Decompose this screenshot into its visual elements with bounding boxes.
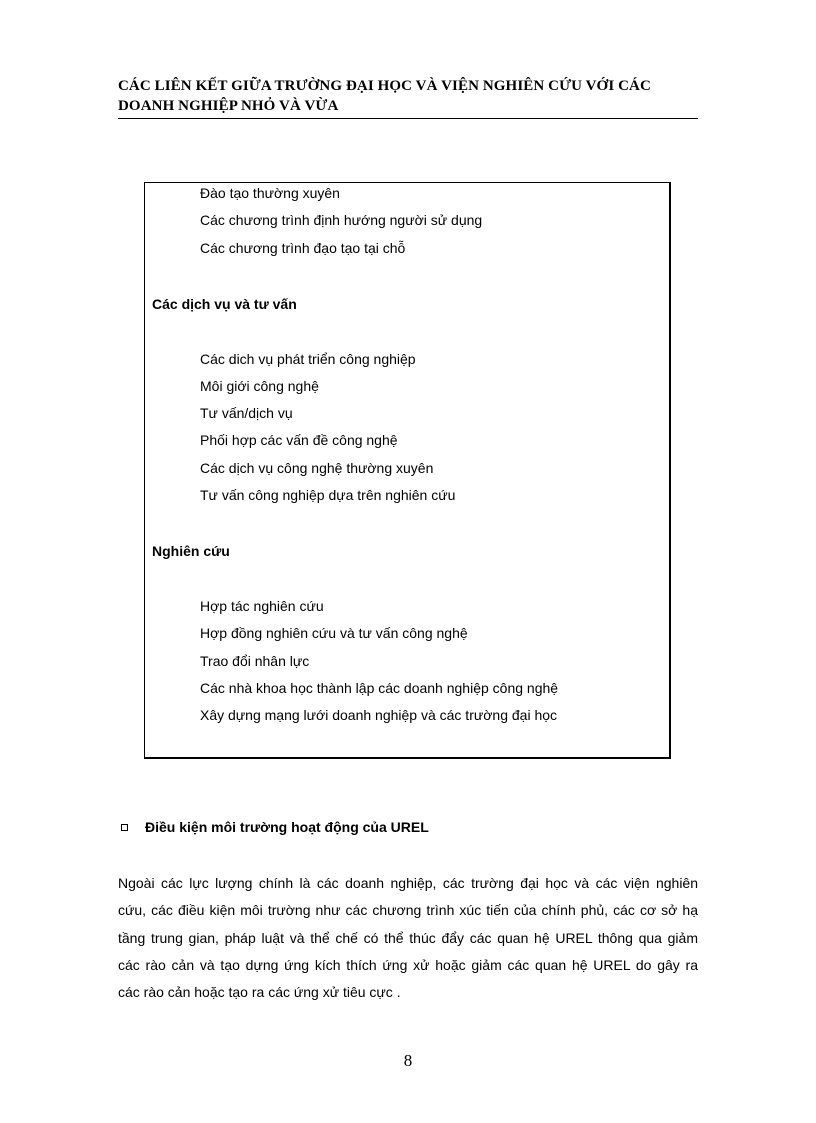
running-header xyxy=(118,76,698,119)
training-item: Các chương trình đạo tạo tại chỗ xyxy=(200,240,406,256)
paragraph-line: tầng trung gian, pháp luật và thể chế có thể thúc đẩy các quan hệ UREL thông qua giảm xyxy=(118,930,698,946)
research-item: Các nhà khoa học thành lập các doanh nghiệp công nghệ xyxy=(200,680,559,696)
page-number: 8 xyxy=(403,1051,413,1070)
services-item: Các dịch vụ công nghệ thường xuyên xyxy=(200,460,434,476)
paragraph-line: Ngoài các lực lượng chính là các doanh nghiệp, các trường đại học và các viện nghiên xyxy=(118,875,698,891)
services-item: Tư vấn công nghiệp dựa trên nghiên cứu xyxy=(200,487,456,503)
research-item: Hợp đồng nghiên cứu và tư vấn công nghệ xyxy=(200,625,468,641)
paragraph-line: các rào cản và tạo dựng ứng kích thích ứng xử hoặc giảm các quan hệ UREL do gây ra xyxy=(118,957,698,973)
paragraph-line: các rào cản hoặc tạo ra các ứng xử tiêu cực . xyxy=(118,984,401,1000)
research-item: Trao đổi nhân lực xyxy=(200,653,310,669)
services-item: Tư vấn/dịch vụ xyxy=(200,405,293,421)
training-item: Các chương trình định hướng người sử dụng xyxy=(200,212,483,228)
services-item: Phối hợp các vấn đề công nghệ xyxy=(200,432,398,448)
square-bullet-icon xyxy=(121,824,128,831)
research-heading: Nghiên cứu xyxy=(152,543,230,559)
services-item: Môi giới công nghệ xyxy=(200,378,319,394)
research-item: Xây dựng mạng lưới doanh nghiệp và các trường đại học xyxy=(200,707,558,723)
services-item: Các dich vụ phát triển công nghiệp xyxy=(200,351,416,367)
research-item: Hợp tác nghiên cứu xyxy=(200,598,324,614)
section-heading: Điều kiện môi trường hoạt động của UREL xyxy=(145,819,429,835)
header-line-1: CÁC LIÊN KẾT GIỮA TRƯỜNG ĐẠI HỌC VÀ VIỆN NGHIÊN CỨU VỚI CÁC xyxy=(118,78,651,94)
services-heading: Các dịch vụ và tư vấn xyxy=(152,296,297,312)
header-line-2: DOANH NGHIỆP NHỎ VÀ VỪA xyxy=(118,98,339,114)
paragraph-line: cứu, các điều kiện môi trường như các chương trình xúc tiến của chính phủ, các cơ sở hạ xyxy=(118,902,698,918)
training-item: Đào tạo thường xuyên xyxy=(200,185,340,201)
